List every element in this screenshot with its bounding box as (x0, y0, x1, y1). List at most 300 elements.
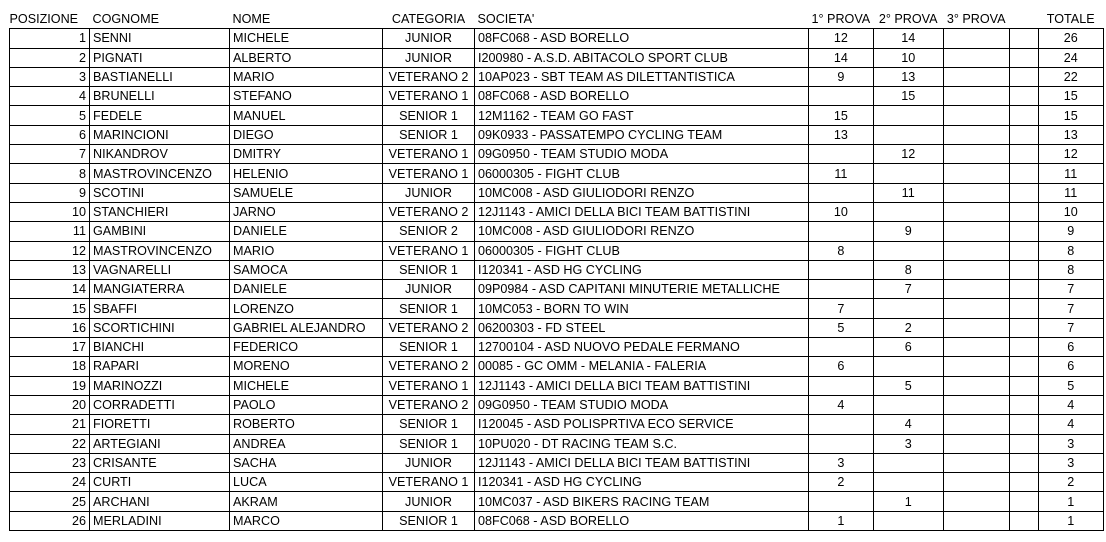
cell-cognome: NIKANDROV (90, 145, 230, 164)
cell-societa: I120045 - ASD POLISPRTIVA ECO SERVICE (475, 415, 809, 434)
classifica-table (9, 10, 1104, 531)
cell-cognome: PIGNATI (90, 48, 230, 67)
cell-extra (1009, 395, 1038, 414)
cell-prova-1: 1 (809, 511, 874, 530)
cell-prova-3 (943, 241, 1009, 260)
cell-nome: MORENO (230, 357, 383, 376)
cell-societa: 12J1143 - AMICI DELLA BICI TEAM BATTISTINI (475, 453, 809, 472)
cell-societa: 08FC068 - ASD BORELLO (475, 87, 809, 106)
cell-categoria: JUNIOR (383, 29, 475, 48)
cell-categoria: SENIOR 1 (383, 338, 475, 357)
cell-prova-1: 14 (809, 48, 874, 67)
cell-prova-3 (943, 145, 1009, 164)
cell-prova-1: 4 (809, 395, 874, 414)
cell-cognome: VAGNARELLI (90, 260, 230, 279)
classifica-sheet (9, 10, 1104, 531)
cell-nome: MARIO (230, 67, 383, 86)
cell-prova-3 (943, 395, 1009, 414)
cell-prova-3 (943, 473, 1009, 492)
cell-nome: DIEGO (230, 125, 383, 144)
cell-categoria: VETERANO 1 (383, 87, 475, 106)
cell-posizione: 14 (10, 280, 90, 299)
cell-categoria: SENIOR 1 (383, 106, 475, 125)
cell-totale: 11 (1038, 183, 1103, 202)
cell-cognome: MARINOZZI (90, 376, 230, 395)
cell-nome: MARCO (230, 511, 383, 530)
cell-nome: DMITRY (230, 145, 383, 164)
cell-totale: 3 (1038, 453, 1103, 472)
cell-prova-2 (873, 299, 943, 318)
cell-cognome: CRISANTE (90, 453, 230, 472)
cell-prova-2: 10 (873, 48, 943, 67)
cell-posizione: 13 (10, 260, 90, 279)
cell-categoria: JUNIOR (383, 453, 475, 472)
cell-cognome: MASTROVINCENZO (90, 241, 230, 260)
cell-prova-2: 12 (873, 145, 943, 164)
cell-cognome: GAMBINI (90, 222, 230, 241)
table-row (10, 376, 1104, 395)
header-extra (1009, 10, 1038, 29)
cell-categoria: VETERANO 1 (383, 241, 475, 260)
cell-posizione: 24 (10, 473, 90, 492)
cell-nome: ANDREA (230, 434, 383, 453)
cell-prova-3 (943, 67, 1009, 86)
cell-extra (1009, 511, 1038, 530)
cell-extra (1009, 125, 1038, 144)
cell-prova-3 (943, 222, 1009, 241)
cell-societa: 09K0933 - PASSATEMPO CYCLING TEAM (475, 125, 809, 144)
header-nome: NOME (232, 12, 271, 27)
table-row (10, 511, 1104, 530)
cell-prova-3 (943, 453, 1009, 472)
cell-cognome: SBAFFI (90, 299, 230, 318)
cell-posizione: 10 (10, 202, 90, 221)
cell-prova-2 (873, 202, 943, 221)
cell-categoria: VETERANO 2 (383, 318, 475, 337)
cell-prova-2 (873, 125, 943, 144)
cell-totale: 22 (1038, 67, 1103, 86)
table-row (10, 241, 1104, 260)
cell-nome: GABRIEL ALEJANDRO (230, 318, 383, 337)
cell-prova-1 (809, 87, 874, 106)
cell-cognome: CORRADETTI (90, 395, 230, 414)
table-row (10, 395, 1104, 414)
table-row (10, 338, 1104, 357)
cell-posizione: 6 (10, 125, 90, 144)
cell-nome: MICHELE (230, 376, 383, 395)
cell-totale: 8 (1038, 241, 1103, 260)
cell-prova-1: 3 (809, 453, 874, 472)
cell-prova-1 (809, 280, 874, 299)
cell-totale: 10 (1038, 202, 1103, 221)
cell-prova-3 (943, 492, 1009, 511)
cell-totale: 4 (1038, 395, 1103, 414)
cell-nome: MARIO (230, 241, 383, 260)
cell-cognome: BIANCHI (90, 338, 230, 357)
cell-prova-3 (943, 164, 1009, 183)
table-row (10, 260, 1104, 279)
cell-prova-3 (943, 183, 1009, 202)
cell-prova-1: 6 (809, 357, 874, 376)
cell-extra (1009, 29, 1038, 48)
cell-extra (1009, 280, 1038, 299)
cell-societa: 10MC053 - BORN TO WIN (475, 299, 809, 318)
cell-categoria: VETERANO 2 (383, 395, 475, 414)
cell-categoria: VETERANO 1 (383, 145, 475, 164)
cell-prova-2 (873, 164, 943, 183)
cell-totale: 15 (1038, 87, 1103, 106)
cell-societa: 06000305 - FIGHT CLUB (475, 164, 809, 183)
cell-nome: MICHELE (230, 29, 383, 48)
cell-societa: I200980 - A.S.D. ABITACOLO SPORT CLUB (475, 48, 809, 67)
table-row (10, 299, 1104, 318)
cell-totale: 3 (1038, 434, 1103, 453)
table-row (10, 106, 1104, 125)
cell-posizione: 1 (10, 29, 90, 48)
classifica-body (10, 29, 1104, 531)
header-prova-2: 2° PROVA (878, 12, 938, 27)
table-row (10, 453, 1104, 472)
cell-extra (1009, 473, 1038, 492)
cell-extra (1009, 492, 1038, 511)
cell-extra (1009, 260, 1038, 279)
cell-posizione: 25 (10, 492, 90, 511)
cell-prova-2 (873, 106, 943, 125)
cell-prova-2: 9 (873, 222, 943, 241)
cell-categoria: SENIOR 2 (383, 222, 475, 241)
cell-nome: DANIELE (230, 280, 383, 299)
cell-extra (1009, 87, 1038, 106)
cell-prova-2 (873, 357, 943, 376)
cell-extra (1009, 241, 1038, 260)
cell-societa: 12J1143 - AMICI DELLA BICI TEAM BATTISTINI (475, 202, 809, 221)
cell-categoria: VETERANO 1 (383, 473, 475, 492)
cell-prova-2: 1 (873, 492, 943, 511)
cell-prova-2 (873, 453, 943, 472)
cell-nome: DANIELE (230, 222, 383, 241)
cell-posizione: 23 (10, 453, 90, 472)
cell-prova-1: 12 (809, 29, 874, 48)
cell-prova-3 (943, 202, 1009, 221)
header-societa: SOCIETA' (477, 12, 535, 27)
cell-nome: SAMUELE (230, 183, 383, 202)
cell-nome: ALBERTO (230, 48, 383, 67)
cell-nome: HELENIO (230, 164, 383, 183)
cell-categoria: SENIOR 1 (383, 434, 475, 453)
cell-extra (1009, 106, 1038, 125)
table-row (10, 164, 1104, 183)
cell-prova-3 (943, 376, 1009, 395)
cell-nome: PAOLO (230, 395, 383, 414)
cell-societa: 12J1143 - AMICI DELLA BICI TEAM BATTISTINI (475, 376, 809, 395)
cell-prova-2: 11 (873, 183, 943, 202)
cell-categoria: SENIOR 1 (383, 125, 475, 144)
cell-prova-1 (809, 376, 874, 395)
cell-totale: 9 (1038, 222, 1103, 241)
cell-prova-1: 9 (809, 67, 874, 86)
cell-totale: 7 (1038, 280, 1103, 299)
cell-totale: 1 (1038, 492, 1103, 511)
cell-totale: 7 (1038, 318, 1103, 337)
table-row (10, 434, 1104, 453)
cell-societa: 08FC068 - ASD BORELLO (475, 511, 809, 530)
cell-prova-1 (809, 434, 874, 453)
cell-extra (1009, 376, 1038, 395)
cell-cognome: SCORTICHINI (90, 318, 230, 337)
cell-prova-3 (943, 338, 1009, 357)
cell-posizione: 5 (10, 106, 90, 125)
cell-categoria: JUNIOR (383, 183, 475, 202)
cell-posizione: 22 (10, 434, 90, 453)
cell-extra (1009, 299, 1038, 318)
cell-nome: SACHA (230, 453, 383, 472)
cell-posizione: 17 (10, 338, 90, 357)
cell-extra (1009, 164, 1038, 183)
cell-prova-2 (873, 511, 943, 530)
cell-nome: AKRAM (230, 492, 383, 511)
table-row (10, 415, 1104, 434)
cell-categoria: SENIOR 1 (383, 299, 475, 318)
cell-posizione: 2 (10, 48, 90, 67)
cell-totale: 24 (1038, 48, 1103, 67)
cell-prova-1: 2 (809, 473, 874, 492)
cell-cognome: BRUNELLI (90, 87, 230, 106)
cell-extra (1009, 453, 1038, 472)
cell-categoria: VETERANO 2 (383, 202, 475, 221)
table-row (10, 87, 1104, 106)
cell-totale: 6 (1038, 357, 1103, 376)
cell-totale: 13 (1038, 125, 1103, 144)
cell-prova-2: 13 (873, 67, 943, 86)
header-categoria: CATEGORIA (391, 12, 466, 27)
cell-prova-2: 7 (873, 280, 943, 299)
cell-totale: 1 (1038, 511, 1103, 530)
cell-cognome: FIORETTI (90, 415, 230, 434)
cell-societa: 08FC068 - ASD BORELLO (475, 29, 809, 48)
cell-totale: 7 (1038, 299, 1103, 318)
table-row (10, 29, 1104, 48)
cell-nome: LUCA (230, 473, 383, 492)
cell-cognome: FEDELE (90, 106, 230, 125)
cell-cognome: RAPARI (90, 357, 230, 376)
cell-prova-2: 2 (873, 318, 943, 337)
table-row (10, 280, 1104, 299)
header-prova-3: 3° PROVA (946, 12, 1006, 27)
cell-prova-3 (943, 511, 1009, 530)
header-totale: TOTALE (1046, 12, 1095, 27)
cell-prova-2: 5 (873, 376, 943, 395)
header-row (10, 10, 1104, 29)
cell-prova-3 (943, 260, 1009, 279)
cell-nome: LORENZO (230, 299, 383, 318)
cell-extra (1009, 357, 1038, 376)
cell-posizione: 18 (10, 357, 90, 376)
cell-totale: 11 (1038, 164, 1103, 183)
cell-prova-3 (943, 29, 1009, 48)
cell-prova-3 (943, 48, 1009, 67)
table-row (10, 67, 1104, 86)
cell-prova-2: 6 (873, 338, 943, 357)
cell-posizione: 26 (10, 511, 90, 530)
cell-nome: FEDERICO (230, 338, 383, 357)
cell-prova-3 (943, 357, 1009, 376)
cell-prova-3 (943, 318, 1009, 337)
cell-nome: JARNO (230, 202, 383, 221)
table-row (10, 492, 1104, 511)
cell-categoria: SENIOR 1 (383, 260, 475, 279)
cell-societa: 10MC037 - ASD BIKERS RACING TEAM (475, 492, 809, 511)
cell-posizione: 11 (10, 222, 90, 241)
cell-prova-2: 8 (873, 260, 943, 279)
table-row (10, 125, 1104, 144)
cell-prova-2 (873, 473, 943, 492)
cell-cognome: MANGIATERRA (90, 280, 230, 299)
cell-prova-3 (943, 299, 1009, 318)
cell-cognome: ARTEGIANI (90, 434, 230, 453)
cell-prova-3 (943, 434, 1009, 453)
cell-societa: 06000305 - FIGHT CLUB (475, 241, 809, 260)
cell-totale: 6 (1038, 338, 1103, 357)
cell-extra (1009, 222, 1038, 241)
cell-cognome: CURTI (90, 473, 230, 492)
cell-cognome: SENNI (90, 29, 230, 48)
cell-prova-3 (943, 106, 1009, 125)
cell-cognome: MARINCIONI (90, 125, 230, 144)
cell-societa: 12M1162 - TEAM GO FAST (475, 106, 809, 125)
cell-extra (1009, 48, 1038, 67)
cell-categoria: SENIOR 1 (383, 511, 475, 530)
cell-prova-1: 10 (809, 202, 874, 221)
cell-prova-1 (809, 492, 874, 511)
cell-extra (1009, 202, 1038, 221)
cell-societa: 12700104 - ASD NUOVO PEDALE FERMANO (475, 338, 809, 357)
cell-totale: 12 (1038, 145, 1103, 164)
cell-prova-1: 13 (809, 125, 874, 144)
cell-totale: 26 (1038, 29, 1103, 48)
cell-cognome: MASTROVINCENZO (90, 164, 230, 183)
cell-cognome: BASTIANELLI (90, 67, 230, 86)
table-row (10, 318, 1104, 337)
cell-extra (1009, 145, 1038, 164)
cell-posizione: 8 (10, 164, 90, 183)
cell-extra (1009, 183, 1038, 202)
cell-prova-3 (943, 415, 1009, 434)
cell-societa: 09G0950 - TEAM STUDIO MODA (475, 145, 809, 164)
cell-posizione: 7 (10, 145, 90, 164)
cell-nome: SAMOCA (230, 260, 383, 279)
cell-societa: I120341 - ASD HG CYCLING (475, 260, 809, 279)
cell-prova-2: 4 (873, 415, 943, 434)
cell-categoria: JUNIOR (383, 48, 475, 67)
table-row (10, 145, 1104, 164)
cell-totale: 4 (1038, 415, 1103, 434)
cell-posizione: 19 (10, 376, 90, 395)
cell-prova-2 (873, 241, 943, 260)
cell-societa: 10MC008 - ASD GIULIODORI RENZO (475, 222, 809, 241)
cell-prova-2: 3 (873, 434, 943, 453)
cell-prova-1: 15 (809, 106, 874, 125)
cell-prova-1: 8 (809, 241, 874, 260)
cell-prova-3 (943, 87, 1009, 106)
header-posizione: POSIZIONE (9, 12, 79, 27)
cell-prova-1 (809, 183, 874, 202)
cell-categoria: VETERANO 1 (383, 376, 475, 395)
cell-prova-1: 11 (809, 164, 874, 183)
cell-prova-1 (809, 145, 874, 164)
cell-cognome: STANCHIERI (90, 202, 230, 221)
cell-societa: 10PU020 - DT RACING TEAM S.C. (475, 434, 809, 453)
cell-prova-1 (809, 222, 874, 241)
cell-categoria: VETERANO 2 (383, 67, 475, 86)
cell-extra (1009, 67, 1038, 86)
cell-prova-2: 15 (873, 87, 943, 106)
cell-posizione: 3 (10, 67, 90, 86)
cell-prova-2: 14 (873, 29, 943, 48)
cell-societa: 00085 - GC OMM - MELANIA - FALERIA (475, 357, 809, 376)
cell-cognome: SCOTINI (90, 183, 230, 202)
cell-nome: STEFANO (230, 87, 383, 106)
cell-nome: ROBERTO (230, 415, 383, 434)
table-row (10, 183, 1104, 202)
cell-extra (1009, 434, 1038, 453)
cell-nome: MANUEL (230, 106, 383, 125)
cell-posizione: 9 (10, 183, 90, 202)
cell-totale: 2 (1038, 473, 1103, 492)
cell-posizione: 4 (10, 87, 90, 106)
cell-extra (1009, 318, 1038, 337)
cell-societa: 09P0984 - ASD CAPITANI MINUTERIE METALLICHE (475, 280, 809, 299)
cell-extra (1009, 415, 1038, 434)
cell-prova-1 (809, 338, 874, 357)
cell-prova-1: 5 (809, 318, 874, 337)
cell-societa: I120341 - ASD HG CYCLING (475, 473, 809, 492)
table-row (10, 473, 1104, 492)
cell-prova-1: 7 (809, 299, 874, 318)
cell-societa: 10AP023 - SBT TEAM AS DILETTANTISTICA (475, 67, 809, 86)
cell-prova-2 (873, 395, 943, 414)
cell-prova-3 (943, 280, 1009, 299)
cell-societa: 10MC008 - ASD GIULIODORI RENZO (475, 183, 809, 202)
cell-posizione: 12 (10, 241, 90, 260)
table-row (10, 48, 1104, 67)
cell-cognome: ARCHANI (90, 492, 230, 511)
cell-totale: 15 (1038, 106, 1103, 125)
cell-categoria: VETERANO 2 (383, 357, 475, 376)
cell-categoria: SENIOR 1 (383, 415, 475, 434)
cell-totale: 5 (1038, 376, 1103, 395)
cell-societa: 09G0950 - TEAM STUDIO MODA (475, 395, 809, 414)
cell-posizione: 15 (10, 299, 90, 318)
header-cognome: COGNOME (92, 12, 159, 27)
cell-categoria: JUNIOR (383, 280, 475, 299)
cell-prova-1 (809, 415, 874, 434)
table-row (10, 222, 1104, 241)
cell-totale: 8 (1038, 260, 1103, 279)
cell-posizione: 21 (10, 415, 90, 434)
table-row (10, 202, 1104, 221)
cell-posizione: 16 (10, 318, 90, 337)
cell-extra (1009, 338, 1038, 357)
cell-categoria: JUNIOR (383, 492, 475, 511)
cell-prova-1 (809, 260, 874, 279)
cell-categoria: VETERANO 1 (383, 164, 475, 183)
cell-cognome: MERLADINI (90, 511, 230, 530)
cell-posizione: 20 (10, 395, 90, 414)
cell-prova-3 (943, 125, 1009, 144)
cell-societa: 06200303 - FD STEEL (475, 318, 809, 337)
header-prova-1: 1° PROVA (811, 12, 871, 27)
table-row (10, 357, 1104, 376)
